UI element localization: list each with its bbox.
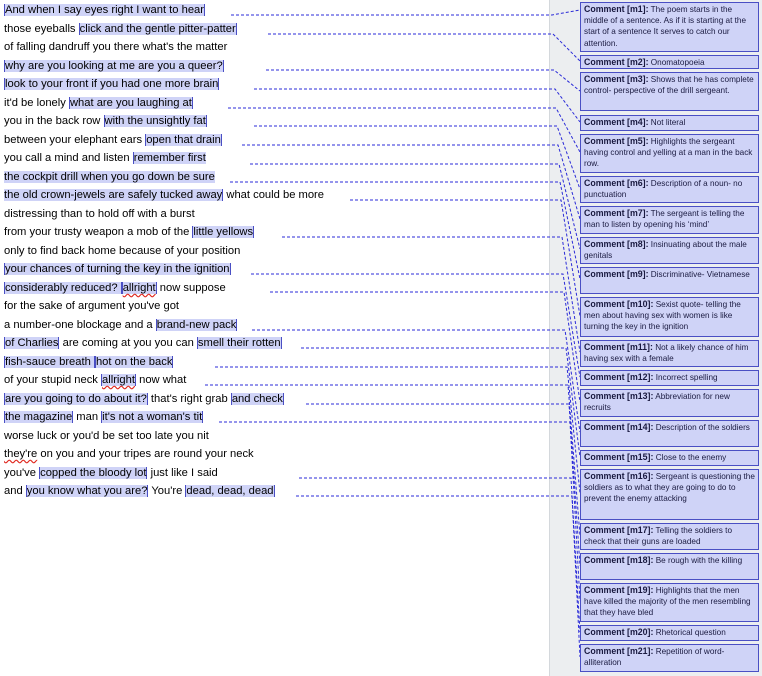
comment-text: Discriminative- Vietnamese: [650, 270, 750, 279]
comment-text: Insinuating about the male genitals: [584, 240, 747, 261]
poem-line[interactable]: [4, 95, 193, 112]
comment-anchor[interactable]: hot on the back: [95, 356, 173, 368]
poem-line[interactable]: [4, 261, 231, 278]
comment-anchor[interactable]: with the unsightly fat: [104, 115, 206, 127]
comment-box[interactable]: [580, 583, 759, 622]
comment-anchor[interactable]: considerably reduced?: [5, 282, 121, 294]
text-run: you call a mind and listen: [4, 152, 133, 164]
comment-label: Comment [m18]:: [584, 555, 654, 565]
comment-box[interactable]: [580, 297, 759, 337]
comment-label: Comment [m7]:: [584, 208, 649, 218]
poem-line[interactable]: [4, 372, 186, 389]
text-run: of falling dandruff you there what's the matter: [4, 41, 228, 53]
poem-line[interactable]: [4, 391, 284, 408]
comment-label: Comment [m4]:: [584, 117, 649, 127]
comment-label: Comment [m14]:: [584, 422, 654, 432]
comment-text: Highlights the sergeant having control and yelling at a man in the back row.: [584, 137, 753, 169]
poem-line[interactable]: [4, 39, 227, 56]
comment-text: Sergeant is questioning the soldiers as to what they are going to do to prevent the enemy attacking: [584, 472, 755, 504]
comment-label: Comment [m2]:: [584, 57, 649, 67]
comment-label: Comment [m8]:: [584, 239, 649, 249]
text-run: you in the back row: [4, 115, 104, 127]
poem-line[interactable]: [4, 2, 205, 19]
comment-text: Shows that he has complete control- perspective of the drill sergeant.: [584, 75, 754, 96]
text-run: it'd be lonely: [4, 97, 69, 109]
comment-anchor[interactable]: what are you laughing at: [69, 97, 192, 109]
text-run: a number-one blockage and a: [4, 319, 156, 331]
comment-box[interactable]: [580, 115, 759, 131]
text-run: between your elephant ears: [4, 134, 146, 146]
poem-line[interactable]: [4, 335, 282, 352]
text-run: distressing than to hold off with a burst: [4, 208, 195, 220]
text-run: only to find back home because of your position: [4, 245, 241, 257]
text-run: that's right grab: [147, 393, 231, 405]
poem-line[interactable]: [4, 206, 195, 223]
comment-box[interactable]: [580, 267, 759, 294]
poem-line[interactable]: [4, 169, 215, 186]
comment-label: Comment [m13]:: [584, 391, 654, 401]
poem-line[interactable]: [4, 21, 237, 38]
comment-box[interactable]: [580, 523, 759, 550]
comment-anchor[interactable]: the old crown-jewels are safely tucked away: [4, 189, 223, 201]
text-run: what could be more: [223, 189, 325, 201]
comment-text: Rhetorical question: [655, 628, 726, 637]
comment-label: Comment [m19]:: [584, 585, 654, 595]
poem-line[interactable]: [4, 354, 173, 371]
comment-anchor[interactable]: dead, dead, dead: [186, 485, 274, 497]
comment-box[interactable]: [580, 370, 759, 386]
comment-text: Onomatopoeia: [650, 58, 705, 67]
comment-anchor[interactable]: of Charlies: [5, 337, 59, 349]
comment-anchor[interactable]: why are you looking at me are you a queer?: [5, 60, 223, 72]
comment-label: Comment [m10]:: [584, 299, 654, 309]
text-run: are coming at you you can: [59, 337, 197, 349]
poem-line[interactable]: [4, 317, 237, 334]
comment-label: Comment [m16]:: [584, 471, 654, 481]
comment-text: Incorrect spelling: [655, 373, 718, 382]
comment-label: Comment [m9]:: [584, 269, 649, 279]
poem-line[interactable]: [4, 76, 219, 93]
comment-label: Comment [m3]:: [584, 74, 649, 84]
poem-line[interactable]: [4, 446, 254, 463]
comment-anchor[interactable]: it's not a woman's tit: [102, 411, 203, 423]
poem-line[interactable]: [4, 428, 209, 445]
text-run: You're: [148, 485, 186, 497]
comment-label: Comment [m21]:: [584, 646, 654, 656]
text-run: you've: [4, 467, 40, 479]
comment-box[interactable]: [580, 450, 759, 466]
comment-anchor[interactable]: look to your front if you had one more brain: [5, 78, 219, 90]
comment-anchor[interactable]: open that drain: [146, 134, 221, 146]
comment-anchor[interactable]: And when I say eyes right I want to hear: [5, 4, 204, 16]
comment-box[interactable]: [580, 340, 759, 367]
comment-anchor[interactable]: the magazine: [5, 411, 73, 423]
comment-label: Comment [m11]:: [584, 342, 653, 352]
comment-box[interactable]: [580, 2, 759, 52]
comment-label: Comment [m20]:: [584, 627, 654, 637]
comment-anchor[interactable]: the cockpit drill when you go down be sure: [4, 171, 215, 183]
comment-anchor[interactable]: allright: [122, 282, 156, 294]
comment-text: Sexist quote- telling the men about having sex with women is like turning the key in the ignition: [584, 300, 741, 332]
text-run: man: [73, 411, 102, 423]
text-run: for the sake of argument you've got: [4, 300, 180, 312]
misspelled-word[interactable]: they're: [4, 448, 38, 460]
poem-line[interactable]: [4, 187, 324, 204]
comment-anchor[interactable]: brand-new pack: [156, 319, 237, 331]
text-run: now what: [135, 374, 187, 386]
text-run: now suppose: [156, 282, 226, 294]
comment-anchor[interactable]: allright: [102, 374, 135, 386]
comment-text: The poem starts in the middle of a sentence. As if it is starting at the start of a sentence It serves to catch our attention.: [584, 5, 747, 48]
text-run: worse luck or you'd be set too late you nit: [4, 430, 209, 442]
comment-box[interactable]: [580, 625, 759, 641]
poem-line[interactable]: [4, 483, 275, 500]
comment-box[interactable]: [580, 206, 759, 234]
comment-label: Comment [m17]:: [584, 525, 654, 535]
poem-line[interactable]: [4, 150, 206, 167]
comment-box[interactable]: [580, 176, 759, 203]
comment-label: Comment [m6]:: [584, 178, 649, 188]
comment-text: Be rough with the killing: [655, 556, 743, 565]
comment-anchor[interactable]: little yellows: [193, 226, 254, 238]
text-run: from your trusty weapon a mob of the: [4, 226, 193, 238]
comment-anchor[interactable]: and check: [231, 393, 283, 405]
comment-anchor[interactable]: fish-sauce breath: [5, 356, 94, 368]
poem-line[interactable]: [4, 132, 222, 149]
text-run: on you and your tripes are round your neck: [37, 448, 254, 460]
poem-line[interactable]: [4, 409, 203, 426]
poem-line[interactable]: [4, 298, 179, 315]
comment-text: The sergeant is telling the man to listen by opening his ‘mind’: [584, 209, 745, 230]
comment-text: Close to the enemy: [655, 453, 727, 462]
comment-box[interactable]: [580, 469, 759, 520]
comment-text: Description of the soldiers: [655, 423, 750, 432]
comment-box[interactable]: [580, 134, 759, 173]
comment-label: Comment [m12]:: [584, 372, 654, 382]
comment-box[interactable]: [580, 644, 759, 672]
comment-anchor[interactable]: copped the bloody lot: [40, 467, 147, 479]
comment-box[interactable]: [580, 72, 759, 111]
comment-anchor[interactable]: click and the gentle pitter-patter: [79, 23, 236, 35]
comment-text: Abbreviation for new recruits: [584, 392, 730, 413]
comment-text: Not a likely chance of him having sex with a female: [584, 343, 749, 364]
poem-line[interactable]: [4, 243, 240, 260]
comment-label: Comment [m15]:: [584, 452, 654, 462]
comment-anchor[interactable]: smell their rotten: [197, 337, 281, 349]
text-run: those eyeballs: [4, 23, 79, 35]
comment-box[interactable]: [580, 553, 759, 580]
comment-anchor[interactable]: you know what you are?: [26, 485, 148, 497]
comment-box[interactable]: [580, 420, 759, 447]
comment-anchor[interactable]: your chances of turning the key in the ignition: [5, 263, 230, 275]
comment-box[interactable]: [580, 389, 759, 417]
comment-label: Comment [m1]:: [584, 4, 649, 14]
poem-line[interactable]: [4, 58, 224, 75]
comment-text: Repetition of word- alliteration: [584, 647, 725, 668]
poem-line[interactable]: [4, 224, 254, 241]
comment-text: Not literal: [650, 118, 686, 127]
comment-box[interactable]: [580, 55, 759, 69]
poem-line[interactable]: [4, 113, 207, 130]
comment-text: Telling the soldiers to check that their guns are loaded: [584, 526, 733, 547]
comment-anchor[interactable]: are you going to do about it?: [5, 393, 147, 405]
text-run: and: [4, 485, 26, 497]
comment-anchor[interactable]: remember first: [133, 152, 206, 164]
text-run: just like I said: [147, 467, 218, 479]
poem-line[interactable]: [4, 280, 226, 297]
comment-text: Highlights that the men have killed the majority of the men resembling that they have bled: [584, 586, 751, 618]
poem-line[interactable]: [4, 465, 218, 482]
comment-box[interactable]: [580, 237, 759, 264]
comment-label: Comment [m5]:: [584, 136, 649, 146]
text-run: of your stupid neck: [4, 374, 102, 386]
comment-text: Description of a noun- no punctuation: [584, 179, 743, 200]
